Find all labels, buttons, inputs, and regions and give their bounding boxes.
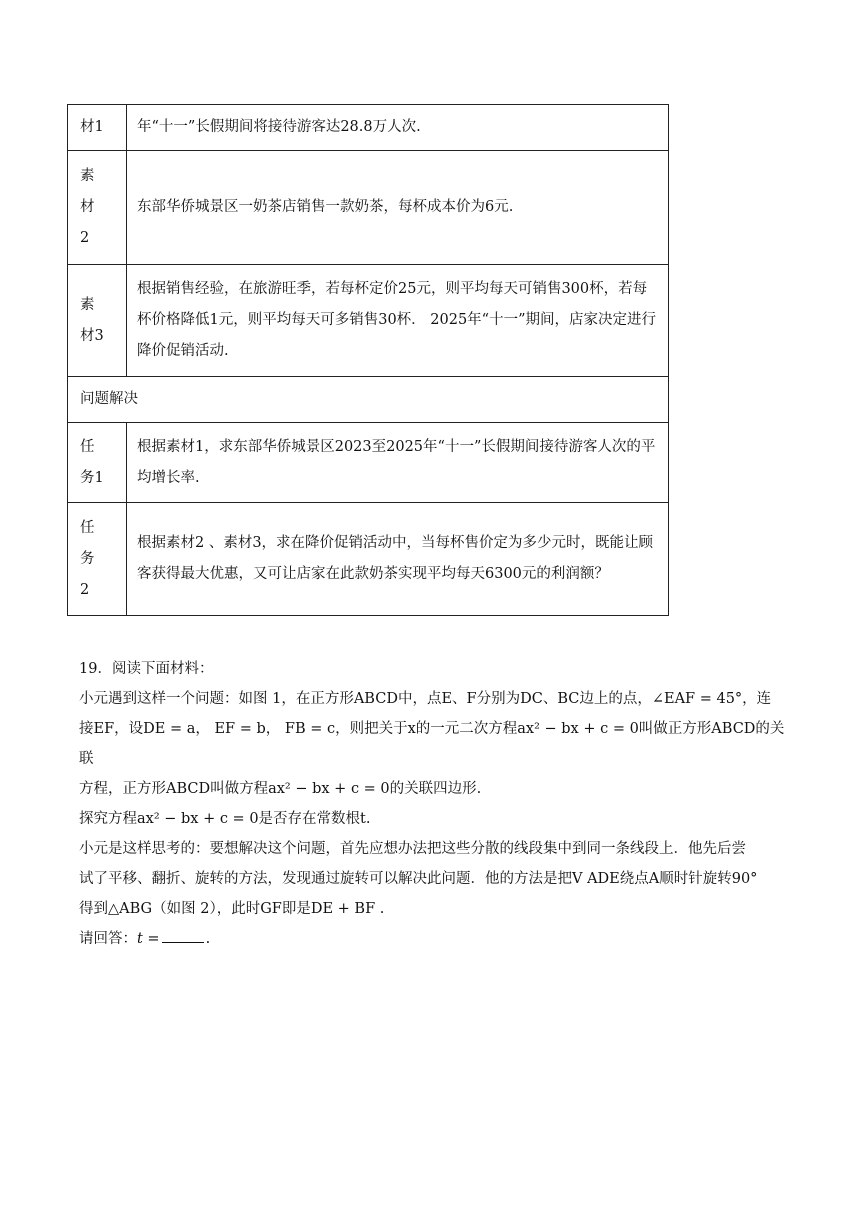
row-label-text: 材1	[80, 119, 104, 135]
section-heading-text: 问题解决	[80, 391, 138, 407]
problem-19	[79, 654, 791, 954]
answer-prefix: 请回答：	[79, 931, 137, 947]
row-content-line: 根据销售经验，在旅游旺季，若每杯定价25元，则平均每天可销售300杯，若每	[137, 281, 648, 297]
row-content-line: 客获得最大优惠，又可让店家在此款奶茶实现平均每天6300元的利润额？	[137, 566, 609, 582]
problem-line: 接EF，设DE = a， EF = b， FB = c，则把关于x的一元二次方程ax² − bx + c = 0叫做正方形ABCD的关联	[79, 721, 785, 767]
row-label-text: 素	[80, 168, 95, 184]
row-label-text: 任	[80, 519, 95, 536]
problem-line: 试了平移、翻折、旋转的方法，发现通过旋转可以解决此问题．他的方法是把V ADE绕点A顺时针旋转90°	[79, 871, 758, 887]
row-label	[68, 151, 127, 265]
row-content-line: 年“十一”长假期间将接待游客达28.8万人次.	[137, 119, 421, 135]
row-label-text: 材	[80, 199, 95, 215]
row-content-line: 东部华侨城景区一奶茶店销售一款奶茶，每杯成本价为6元.	[137, 199, 514, 215]
problem-line: 探究方程ax² − bx + c = 0是否存在常数根t.	[79, 811, 371, 827]
problem-line: 小元遇到这样一个问题：如图 1，在正方形ABCD中，点E、F分别为DC、BC边上的点，∠EAF = 45°，连	[79, 691, 772, 707]
problem-line: 方程，正方形ABCD叫做方程ax² − bx + c = 0的关联四边形.	[79, 781, 482, 797]
row-label-text: 2	[80, 581, 90, 598]
table-row	[68, 423, 669, 503]
table-row	[68, 265, 669, 377]
answer-variable: t =	[137, 931, 160, 947]
row-content	[127, 423, 669, 503]
row-label	[68, 105, 127, 151]
row-label	[68, 423, 127, 503]
row-content-line: 均增长率.	[137, 469, 200, 486]
answer-blank[interactable]	[162, 926, 204, 943]
problem-number: 19．阅读下面材料：	[79, 661, 214, 677]
row-label-text: 素	[80, 296, 95, 313]
row-label-text: 务	[80, 550, 95, 567]
table-row	[68, 105, 669, 151]
row-content	[127, 105, 669, 151]
row-label-text: 务1	[80, 469, 104, 486]
row-content	[127, 503, 669, 616]
section-heading	[68, 377, 669, 423]
row-content-line: 根据素材1，求东部华侨城景区2023至2025年“十一”长假期间接待游客人次的平	[137, 438, 656, 455]
row-label-text: 材3	[80, 327, 104, 344]
materials-table	[67, 104, 669, 616]
answer-line	[79, 924, 791, 954]
row-content-line: 根据素材2 、素材3，求在降价促销活动中，当每杯售价定为多少元时，既能让顾	[137, 535, 654, 551]
table-row	[68, 503, 669, 616]
row-label	[68, 503, 127, 616]
problem-line: 小元是这样思考的：要想解决这个问题，首先应想办法把这些分散的线段集中到同一条线段上．他先后尝	[79, 841, 746, 857]
row-content-line: 降价促销活动.	[137, 343, 229, 359]
table-row	[68, 377, 669, 423]
row-content	[127, 265, 669, 377]
row-label-text: 2	[80, 230, 90, 246]
row-label-text: 任	[80, 438, 95, 455]
row-content-line: 杯价格降低1元，则平均每天可多销售30杯． 2025年“十一”期间，店家决定进行	[137, 312, 657, 328]
answer-suffix: .	[205, 931, 211, 947]
table-row	[68, 151, 669, 265]
row-label	[68, 265, 127, 377]
problem-line: 得到△ABG（如图 2），此时GF即是DE + BF .	[79, 901, 385, 917]
row-content	[127, 151, 669, 265]
